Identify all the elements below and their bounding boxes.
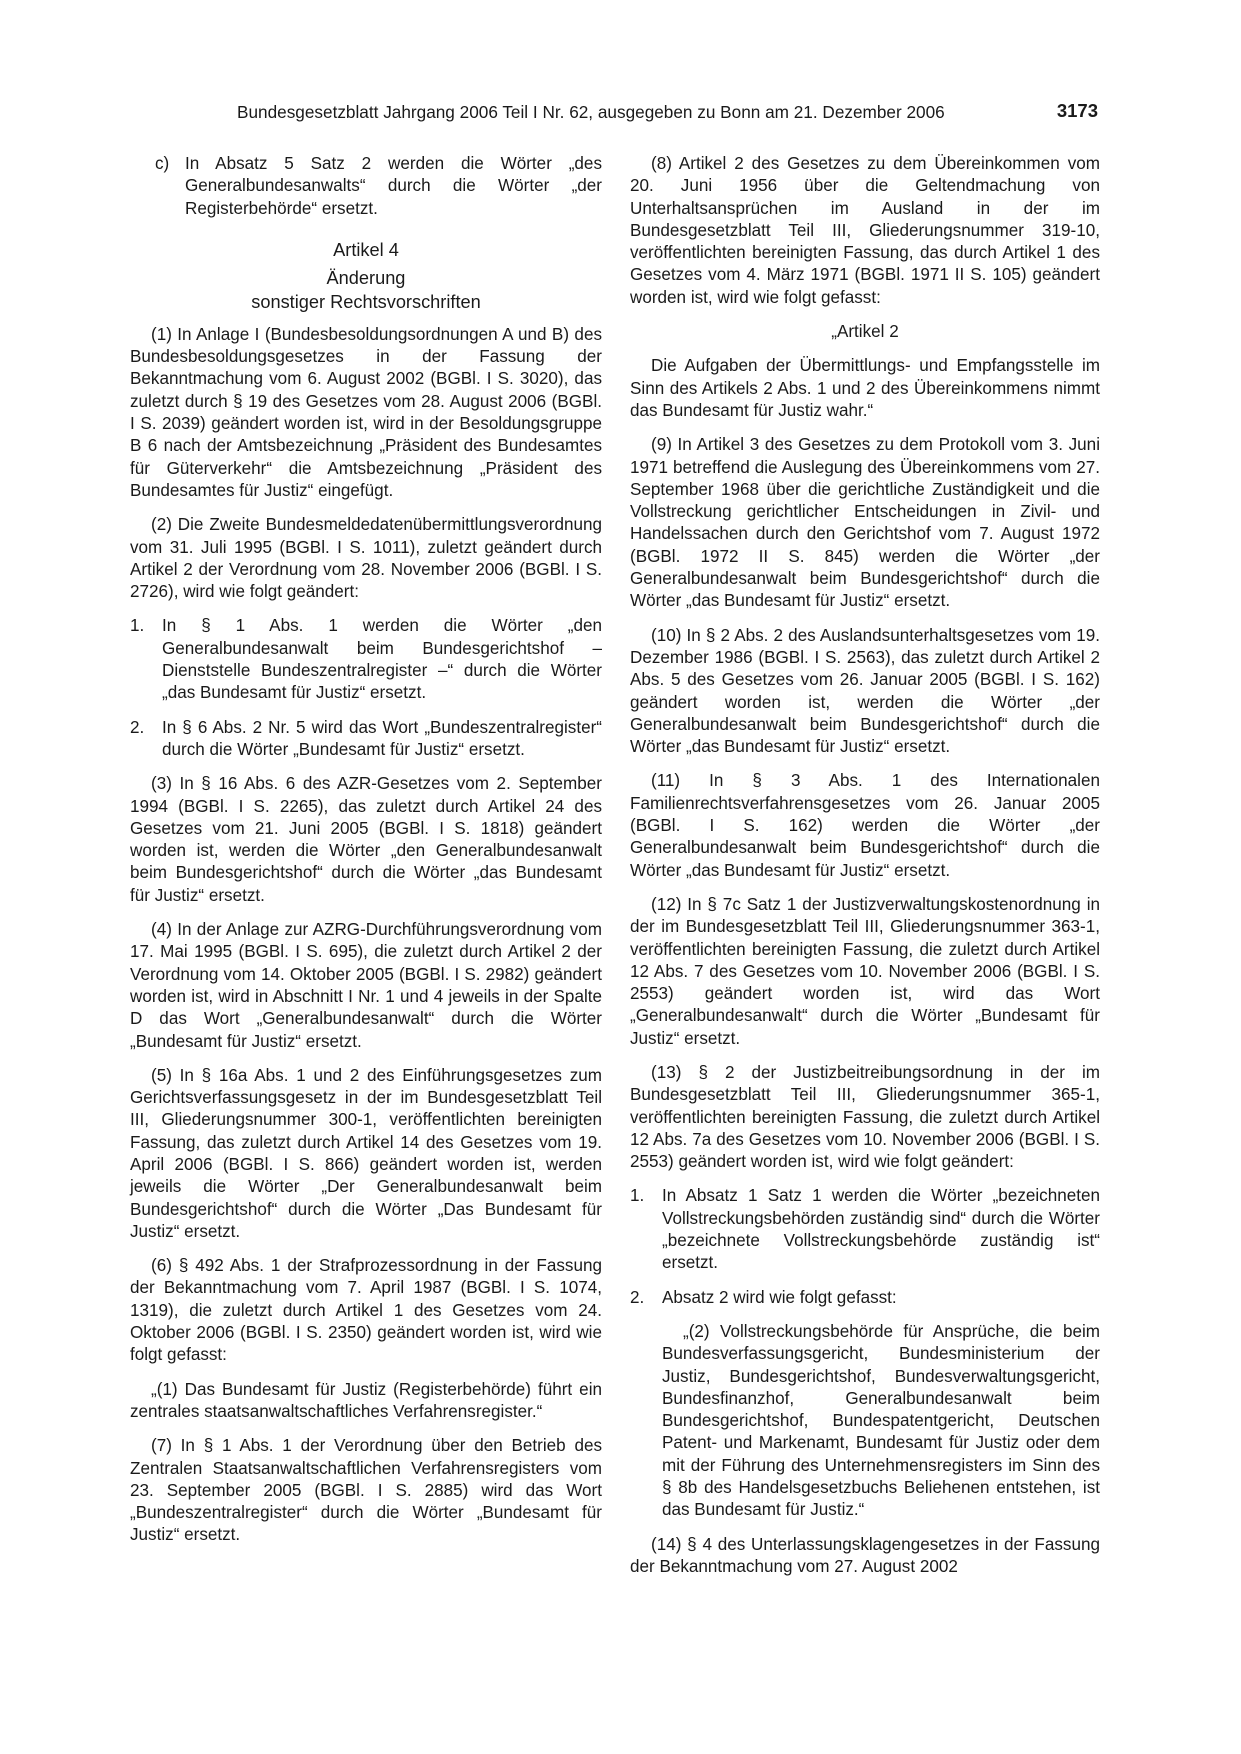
paragraph-6: (6) § 492 Abs. 1 der Strafprozessordnung in der Fassung der Bekanntmachung vom 7. April 1987 (BGBl. I S. 1074, 1319), die zuletzt durch Artikel 1 des Gesetzes vom 24. Oktober 2006 (BGBl. I S. 2350) geändert worden ist, wird wie folgt gefasst: [130,1256,602,1365]
list-item [630,1185,1100,1274]
paragraph-5: (5) In § 16a Abs. 1 und 2 des Einführungsgesetzes zum Gerichtsverfassungsgesetz in der im Bundesgesetzblatt Teil III, Gliederungsnummer 300-1, veröffentlichten bereinigten Fassung, das zuletzt durch Artikel 14 des Gesetzes vom 19. April 2006 (BGBl. I S. 866) geändert worden ist, werden jeweils die Wörter „Der Generalbundesanwalt beim Bundesgerichtshof“ durch die Wörter „Das Bundesamt für Justiz“ ersetzt. [130,1065,602,1241]
list-item [630,1287,1100,1309]
article-heading-line2: sonstiger Rechtsvorschriften [251,291,481,312]
list-text: In Absatz 5 Satz 2 werden die Wörter „des Generalbundesanwalts“ durch die Wörter „der Registerbehörde“ ersetzt. [185,154,602,218]
quoted-article-text: Die Aufgaben der Übermittlungs- und Empfangsstelle im Sinn des Artikels 2 Abs. 1 und 2 des Übereinkommens nimmt das Bundesamt für Justiz wahr.“ [630,356,1100,420]
list-item-c [130,153,602,220]
paragraph-4: (4) In der Anlage zur AZRG-Durchführungsverordnung vom 17. Mai 1995 (BGBl. I S. 695), die zuletzt durch Artikel 2 der Verordnung vom 14. Oktober 2005 (BGBl. I S. 2982) geändert worden ist, wird in Abschnitt I Nr. 1 und 4 jeweils in der Spalte D das Wort „Generalbundesanwalt“ durch die Wörter „Bundesamt für Justiz“ ersetzt. [130,920,602,1051]
quoted-text: „(1) Das Bundesamt für Justiz (Registerbehörde) führt ein zentrales staatsanwaltschaftliches Verfahrensregister.“ [130,1379,602,1421]
paragraph-11: (11) In § 3 Abs. 1 des Internationalen Familienrechtsverfahrensgesetzes vom 26. Januar 2005 (BGBl. I S. 162) werden die Wörter „der Generalbundesanwalt beim Bundesgerichtshof“ durch die Wörter „das Bundesamt für Justiz“ ersetzt. [630,771,1100,880]
paragraph-1: (1) In Anlage I (Bundesbesoldungsordnungen A und B) des Bundesbesoldungsgesetzes in der Fassung der Bekanntmachung vom 6. August 2002 (BGBl. I S. 3020), das zuletzt durch § 19 des Gesetzes vom 28. August 2006 (BGBl. I S. 2039) geändert worden ist, wird in der Besoldungsgruppe B 6 nach der Amtsbezeichnung „Präsident des Bundesamtes für Güterverkehr“ die Amtsbezeichnung „Präsident des Bundesamtes für Justiz“ eingefügt. [130,324,602,500]
list-label: 1. [130,616,145,636]
list-item [130,615,602,704]
paragraph-12: (12) In § 7c Satz 1 der Justizverwaltungskostenordnung in der im Bundesgesetzblatt Teil III, Gliederungsnummer 363-1, veröffentlichten bereinigten Fassung, die zuletzt durch Artikel 12 Abs. 7 des Gesetzes vom 10. November 2006 (BGBl. I S. 2553) geändert worden ist, wird das Wort „Generalbundesanwalt“ durch die Wörter „Bundesamt für Justiz“ ersetzt. [630,894,1100,1048]
paragraph-7: (7) In § 1 Abs. 1 der Verordnung über den Betrieb des Zentralen Staatsanwaltschaftlichen Verfahrensregisters vom 23. September 2005 (BGBl. I S. 2885) wird das Wort „Bundeszentralregister“ durch die Wörter „Bundesamt für Justiz“ ersetzt. [130,1436,602,1545]
paragraph-13: (13) § 2 der Justizbeitreibungsordnung in der im Bundesgesetzblatt Teil III, Gliederungsnummer 365-1, veröffentlichten bereinigten Fassung, die zuletzt durch Artikel 12 Abs. 7a des Gesetzes vom 10. November 2006 (BGBl. I S. 2553) geändert worden ist, wird wie folgt geändert: [630,1062,1100,1172]
paragraph-3: (3) In § 16 Abs. 6 des AZR-Gesetzes vom 2. September 1994 (BGBl. I S. 2265), das zuletzt durch Artikel 24 des Gesetzes vom 21. Juni 2005 (BGBl. I S. 1818) geändert worden ist, werden die Wörter „den Generalbundesanwalt beim Bundesgerichtshof“ durch die Wörter „das Bundesamt für Justiz“ ersetzt. [130,774,602,905]
paragraph-14: (14) § 4 des Unterlassungsklagengesetzes in der Fassung der Bekanntmachung vom 27. August 2002 [630,1534,1100,1576]
list-text: Absatz 2 wird wie folgt gefasst: [662,1287,897,1307]
article-title: Artikel 4 [333,239,399,260]
quoted-article-title: „Artikel 2 [831,322,899,342]
list-text: In § 6 Abs. 2 Nr. 5 wird das Wort „Bundeszentralregister“ durch die Wörter „Bundesamt für Justiz“ ersetzt. [162,717,602,759]
article-heading-line1: Änderung [326,267,406,288]
list-text: In Absatz 1 Satz 1 werden die Wörter „bezeichneten Vollstreckungsbehörden zuständig sind“ durch die Wörter „bezeichnete Vollstreckungsbehörde zuständig ist“ ersetzt. [662,1186,1100,1273]
paragraph-9: (9) In Artikel 3 des Gesetzes zu dem Protokoll vom 3. Juni 1971 betreffend die Auslegung des Übereinkommens vom 27. September 1968 über die gerichtliche Zuständigkeit und die Vollstreckung gerichtlicher Entscheidungen in Zivil- und Handelssachen durch den Gerichtshof vom 7. August 1972 (BGBl. 1972 II S. 845) werden die Wörter „der Generalbundesanwalt beim Bundesgerichtshof“ durch die Wörter „das Bundesamt für Justiz“ ersetzt. [630,435,1100,611]
list-label: 2. [630,1287,645,1307]
list-text: In § 1 Abs. 1 werden die Wörter „den Generalbundesanwalt beim Bundesgerichtshof – Dienststelle Bundeszentralregister –“ durch die Wörter „das Bundesamt für Justiz“ ersetzt. [162,616,602,703]
paragraph-10: (10) In § 2 Abs. 2 des Auslandsunterhaltsgesetzes vom 19. Dezember 1986 (BGBl. I S. 2563), das zuletzt durch Artikel 2 Abs. 5 des Gesetzes vom 26. Januar 2005 (BGBl. I S. 162) geändert worden ist, werden die Wörter „der Generalbundesanwalt beim Bundesgerichtshof“ durch die Wörter „das Bundesamt für Justiz“ ersetzt. [630,625,1100,757]
left-column [130,153,602,1559]
page-number: 3173 [1056,100,1098,121]
list-item [130,717,602,762]
paragraph-2: (2) Die Zweite Bundesmeldedatenübermittlungsverordnung vom 31. Juli 1995 (BGBl. I S. 1011), zuletzt geändert durch Artikel 2 der Verordnung vom 28. November 2006 (BGBl. I S. 2726), wird wie folgt geändert: [130,515,602,602]
running-head: Bundesgesetzblatt Jahrgang 2006 Teil I Nr. 62, ausgegeben zu Bonn am 21. Dezember 2006 [237,102,945,122]
right-column [630,153,1100,1590]
paragraph-8: (8) Artikel 2 des Gesetzes zu dem Übereinkommen vom 20. Juni 1956 über die Geltendmachung von Unterhaltsansprüchen im Ausland in der im Bundesgesetzblatt Teil III, Gliederungsnummer 319-10, veröffentlichten bereinigten Fassung, das durch Artikel 1 des Gesetzes vom 4. März 1971 (BGBl. 1971 II S. 105) geändert worden ist, wird wie folgt gefasst: [630,154,1100,307]
quoted-text: „(2) Vollstreckungsbehörde für Ansprüche, die beim Bundesverfassungsgericht, Bundesministerium der Justiz, Bundesgerichtshof, Bundesverwaltungsgericht, Bundesfinanzhof, Generalbundesanwalt beim Bundesgerichtshof, Bundespatentgericht, Deutschen Patent- und Markenamt, Bundesamt für Justiz oder dem mit der Führung des Unternehmensregisters im Sinn des § 8b des Handelsgesetzbuchs Beliehenen entstehen, ist das Bundesamt für Justiz.“ [662,1321,1100,1520]
list-label: c) [155,154,170,173]
list-label: 2. [130,717,145,737]
list-label: 1. [630,1186,645,1206]
